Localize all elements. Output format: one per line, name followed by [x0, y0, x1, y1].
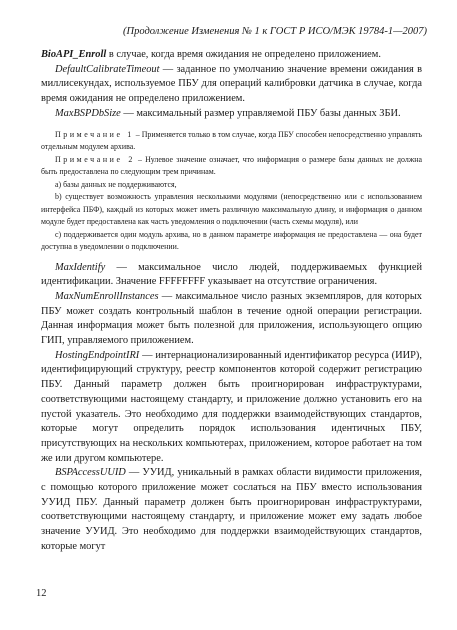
term: MaxNumEnrollInstances — [55, 290, 159, 302]
body-text — [41, 48, 422, 555]
term: BSPAccessUUID — [55, 467, 126, 479]
note-item-a: а) базы данных не поддерживаются, — [55, 179, 177, 189]
term: DefaultCalibrateTimeout — [55, 63, 160, 75]
definition: — заданное по умолчанию значение времени ожидания в миллисекундах, используемое ПБУ для операций калибровки датчика в случае, когда время ожидания не определено приложением. — [41, 63, 422, 105]
note-text: – Применяется только в том случае, когда ПБУ способен непосредственно управлять отдельным модулем архива. — [41, 129, 423, 152]
paragraph-bsp-access-uuid — [41, 466, 422, 554]
note-1 — [41, 129, 422, 154]
paragraph-max-enroll-instances — [41, 290, 422, 349]
page-number: 12 — [36, 588, 47, 599]
definition: — УУИД, уникальный в рамках области видимости приложения, с помощью которого приложение может сослаться на ПБУ вместо использования УУИД ПБУ. Данный параметр должен быть проигнорирован инфраструктурами, соответствующими настоящему стандарту, и приложение может ему задать любое значение УУИД. Это необходимо для поддержки взаимодействующих стандартов, которые могут — [41, 467, 422, 552]
definition: — максимальное число разных экземпляров, для которых ПБУ может создать контрольный шаблон в течение одной операции регистрации. Данная информация может быть полезной для приложения, использующего опцию ГИП, управляемого приложением. — [41, 290, 422, 347]
term: MaxIdentify — [55, 261, 106, 273]
note-item-b: b) существует возможность управления несколькими модулями (непосредственно или с использованием интерфейса ПБФ), каждый из которых может иметь различную максимальную длину, и информация о данном модуле будет предоставлена как часть уведомления о подключении (часть схемы модуля), или — [41, 192, 422, 227]
paragraph-calibrate-timeout — [41, 63, 422, 107]
definition: — максимальный размер управляемой ПБУ базы данных ЗБИ. — [120, 107, 401, 119]
definition: — интернационализированный идентификатор ресурса (ИИР), идентифицирующий структуру, реестр компонентов которой содержит регистрацию ПБУ. Данный параметр должен быть проигнорирован инфраструктурами, соответствующими настоящему стандарту, и приложение должно установить его на пустой указатель. Это необходимо для поддержки взаимодействующих стандартов, которые могут определить порядок использования идентичных ПБУ, присутствующих на нескольких компьютерах, приложением, которое работает на том же или другом компьютере. — [41, 349, 422, 464]
notes-block — [41, 129, 422, 254]
paragraph-max-identify — [41, 261, 422, 290]
term: BioAPI_Enroll — [41, 49, 107, 60]
note-label: Примечание 2 — [55, 154, 135, 164]
paragraph-hosting-endpoint — [41, 349, 422, 467]
note-item-c: с) поддерживается один модуль архива, но в данном параметре информация не предоставлена — она будет доступна в уведомлении о подключении. — [41, 229, 422, 252]
definition: — максимальное число людей, поддерживаемых функцией идентификации. Значение FFFFFFFF указывает на отсутствие ограничения. — [41, 261, 422, 288]
note-label: Примечание 1 — [55, 129, 134, 139]
paragraph-max-db-size — [41, 107, 422, 122]
term: MaxBSPDbSize — [55, 107, 121, 119]
running-header: (Продолжение Изменения № 1 к ГОСТ Р ИСО/МЭК 19784-1—2007) — [123, 26, 427, 37]
paragraph-enroll — [41, 48, 422, 63]
note-text: – Нулевое значение означает, что информация о размере базы данных не должна быть предоставлена по следующим трем причинам. — [41, 154, 422, 177]
note-2 — [41, 154, 422, 179]
term: HostingEndpointIRI — [55, 349, 140, 361]
definition: в случае, когда время ожидания не определено приложением. — [106, 49, 381, 60]
